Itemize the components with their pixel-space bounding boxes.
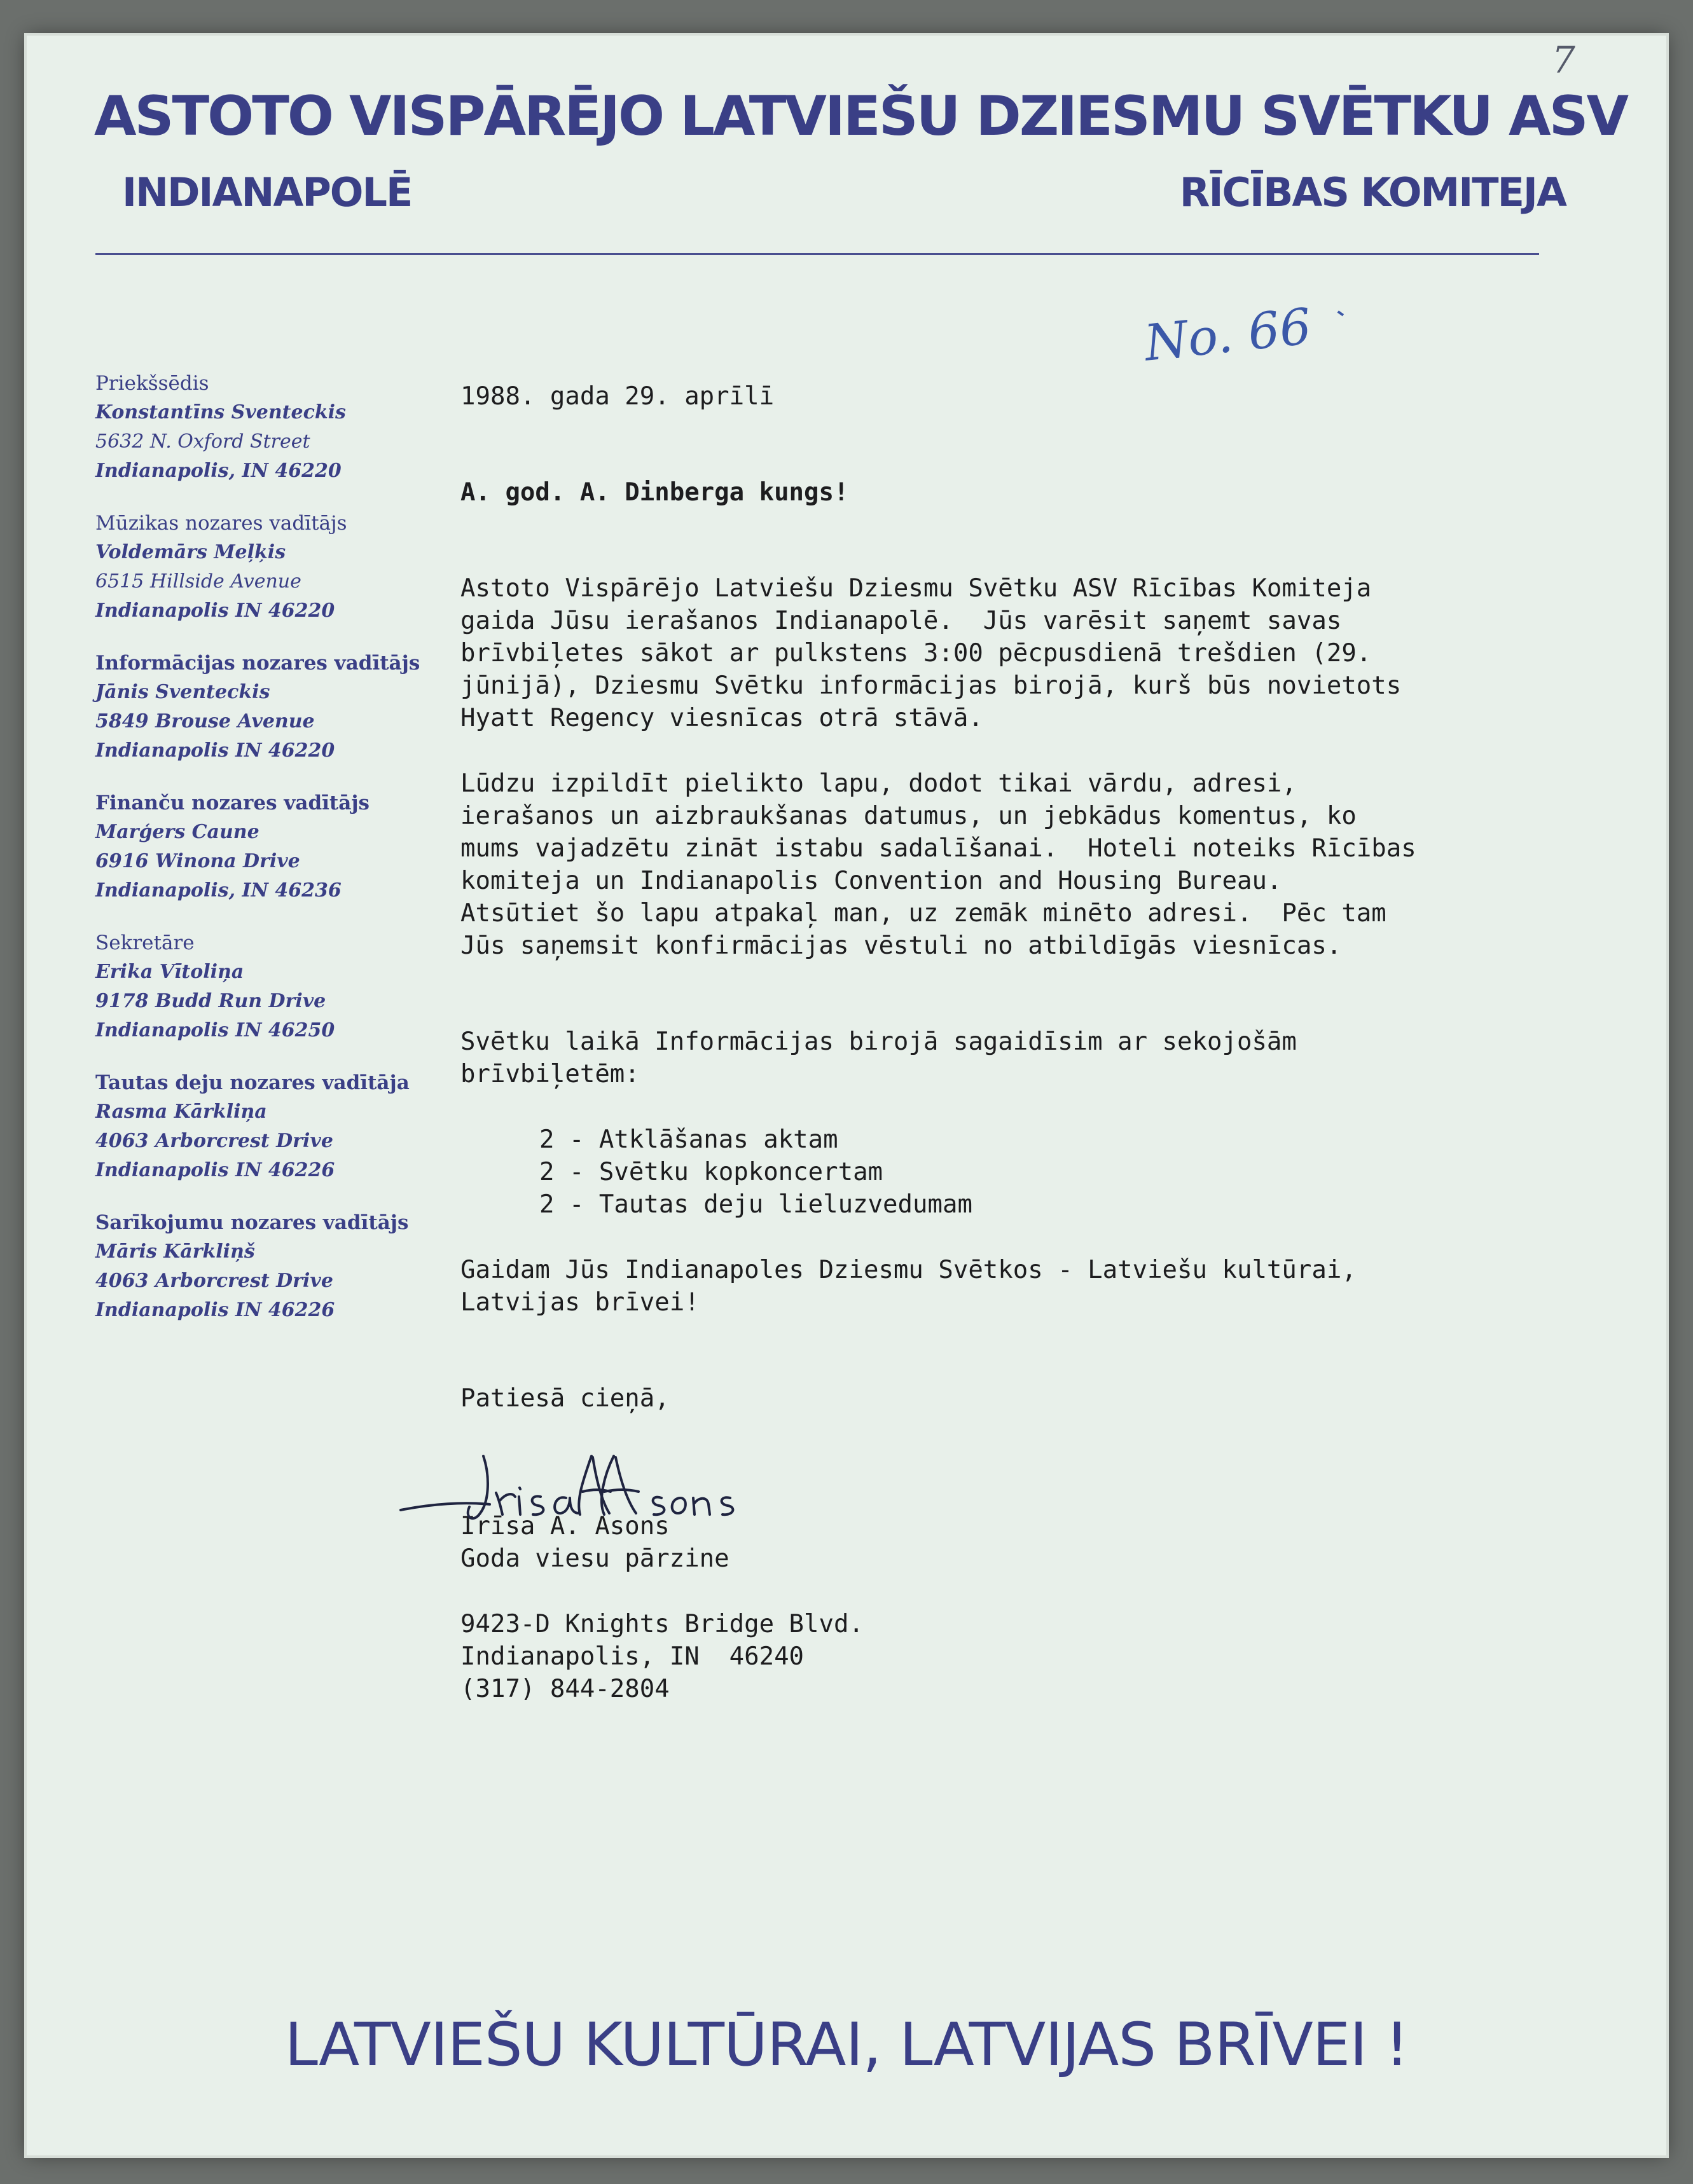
- member-role: Finanču nozares vadītājs: [95, 792, 370, 814]
- member-role: Mūzikas nozares vadītājs: [95, 512, 347, 535]
- text-line: jūnijā), Dziesmu Svētku informācijas birojā, kurš būs novietots: [460, 671, 1402, 700]
- member-role: Informācijas nozares vadītājs: [95, 652, 420, 675]
- text-line: Jūs saņemsit konfirmācijas vēstuli no atbildīgās viesnīcas.: [460, 931, 1342, 960]
- ticket-item: 2 - Tautas deju lieluzvedumam: [539, 1190, 972, 1219]
- letterhead-title: ASTOTO VISPĀRĒJO LATVIEŠU DZIESMU SVĒTKU ASV: [94, 85, 1627, 148]
- member-address-street: 5849 Brouse Avenue: [95, 710, 315, 732]
- text-line: mums vajadzētu zināt istabu sadalīšanai. Hoteli noteiks Rīcības: [460, 834, 1416, 863]
- member-role: Priekšsēdis: [95, 372, 209, 395]
- text-line: Svētku laikā Informācijas birojā sagaidīsim ar sekojošām: [460, 1027, 1297, 1056]
- text-line: Hyatt Regency viesnīcas otrā stāvā.: [460, 704, 983, 732]
- member-address-street: 6916 Winona Drive: [95, 850, 300, 872]
- valediction: Patiesā cieņā,: [460, 1384, 670, 1413]
- letterhead-city: INDIANAPOLĒ: [122, 169, 412, 216]
- committee-member: [95, 649, 452, 766]
- committee-member: [95, 1068, 452, 1185]
- member-name: Rasma Kārkliņa: [95, 1101, 267, 1123]
- member-role: Sarīkojumu nozares vadītājs: [95, 1211, 409, 1234]
- text-line: Gaidam Jūs Indianapoles Dziesmu Svētkos - Latviešu kultūrai,: [460, 1256, 1357, 1284]
- header-divider: [95, 253, 1539, 255]
- member-name: Erika Vītoliņa: [95, 961, 244, 983]
- committee-member: [95, 509, 452, 626]
- letter-salutation: A. god. A. Dinberga kungs!: [460, 478, 849, 507]
- text-line: brīvbiļetes sākot ar pulkstens 3:00 pēcpusdienā trešdien (29.: [460, 639, 1372, 668]
- member-address-city: Indianapolis IN 46226: [95, 1299, 335, 1321]
- member-address-city: Indianapolis, IN 46236: [95, 879, 342, 902]
- member-address-street: 4063 Arborcrest Drive: [95, 1270, 333, 1292]
- text-line: gaida Jūsu ierašanos Indianapolē. Jūs varēsit saņemt savas: [460, 607, 1342, 635]
- letterhead-committee: RĪCĪBAS KOMITEJA: [1179, 169, 1566, 216]
- member-name: Jānis Sventeckis: [95, 681, 270, 703]
- handwritten-reference-number: No. 66: [1142, 298, 1314, 373]
- member-address-city: Indianapolis IN 46220: [95, 600, 335, 622]
- paragraph-2: [460, 767, 1554, 962]
- letter-date: 1988. gada 29. aprīlī: [460, 382, 775, 411]
- ticket-item: 2 - Atklāšanas aktam: [539, 1125, 838, 1154]
- text-line: ierašanos un aizbraukšanas datumus, un jebkādus komentus, ko: [460, 802, 1357, 830]
- text-line: Atsūtiet šo lapu atpakaļ man, uz zemāk minēto adresi. Pēc tam: [460, 899, 1386, 928]
- address-line: 9423-D Knights Bridge Blvd.: [460, 1610, 864, 1638]
- text-line: brīvbiļetēm:: [460, 1060, 640, 1089]
- text-line: Astoto Vispārējo Latviešu Dziesmu Svētku ASV Rīcības Komiteja: [460, 574, 1372, 603]
- member-address-city: Indianapolis IN 46250: [95, 1019, 335, 1041]
- member-role: Tautas deju nozares vadītāja: [95, 1071, 410, 1094]
- member-role: Sekretāre: [95, 931, 195, 954]
- committee-sidebar: [95, 369, 452, 1348]
- text-line: komiteja un Indianapolis Convention and Housing Bureau.: [460, 867, 1282, 895]
- address-line: (317) 844-2804: [460, 1675, 670, 1703]
- member-name: Marģers Caune: [95, 821, 259, 843]
- member-name: Konstantīns Sventeckis: [95, 401, 346, 423]
- member-address-city: Indianapolis IN 46226: [95, 1159, 335, 1181]
- paragraph-3: [460, 1026, 1554, 1090]
- ticket-item: 2 - Svētku kopkoncertam: [539, 1158, 883, 1186]
- committee-member: [95, 928, 452, 1045]
- member-address-street: 6515 Hillside Avenue: [95, 570, 301, 593]
- member-address-city: Indianapolis, IN 46220: [95, 460, 342, 482]
- ticket-list: [460, 1123, 1554, 1221]
- handwritten-signature: [394, 1443, 750, 1532]
- paragraph-1: [460, 572, 1554, 734]
- committee-member: [95, 788, 452, 905]
- text-line: Latvijas brīvei!: [460, 1288, 700, 1317]
- address-line: Indianapolis, IN 46240: [460, 1642, 805, 1671]
- footer-motto: LATVIEŠU KULTŪRAI, LATVIJAS BRĪVEI !: [284, 2010, 1409, 2080]
- committee-member: [95, 369, 452, 486]
- signer-title: Goda viesu pārzine: [460, 1544, 729, 1573]
- closing-paragraph: [460, 1254, 1554, 1319]
- text-line: Lūdzu izpildīt pielikto lapu, dodot tikai vārdu, adresi,: [460, 769, 1297, 798]
- member-address-street: 4063 Arborcrest Drive: [95, 1130, 333, 1152]
- member-name: Māris Kārkliņš: [95, 1240, 255, 1263]
- member-address-street: 9178 Budd Run Drive: [95, 990, 326, 1012]
- member-name: Voldemārs Meļķis: [95, 541, 286, 563]
- committee-member: [95, 1208, 452, 1325]
- page-number: 7: [1552, 38, 1575, 81]
- member-address-city: Indianapolis IN 46220: [95, 739, 335, 762]
- signer-name: Irīsa A. Asons: [460, 1512, 670, 1541]
- member-address-street: 5632 N. Oxford Street: [95, 430, 310, 453]
